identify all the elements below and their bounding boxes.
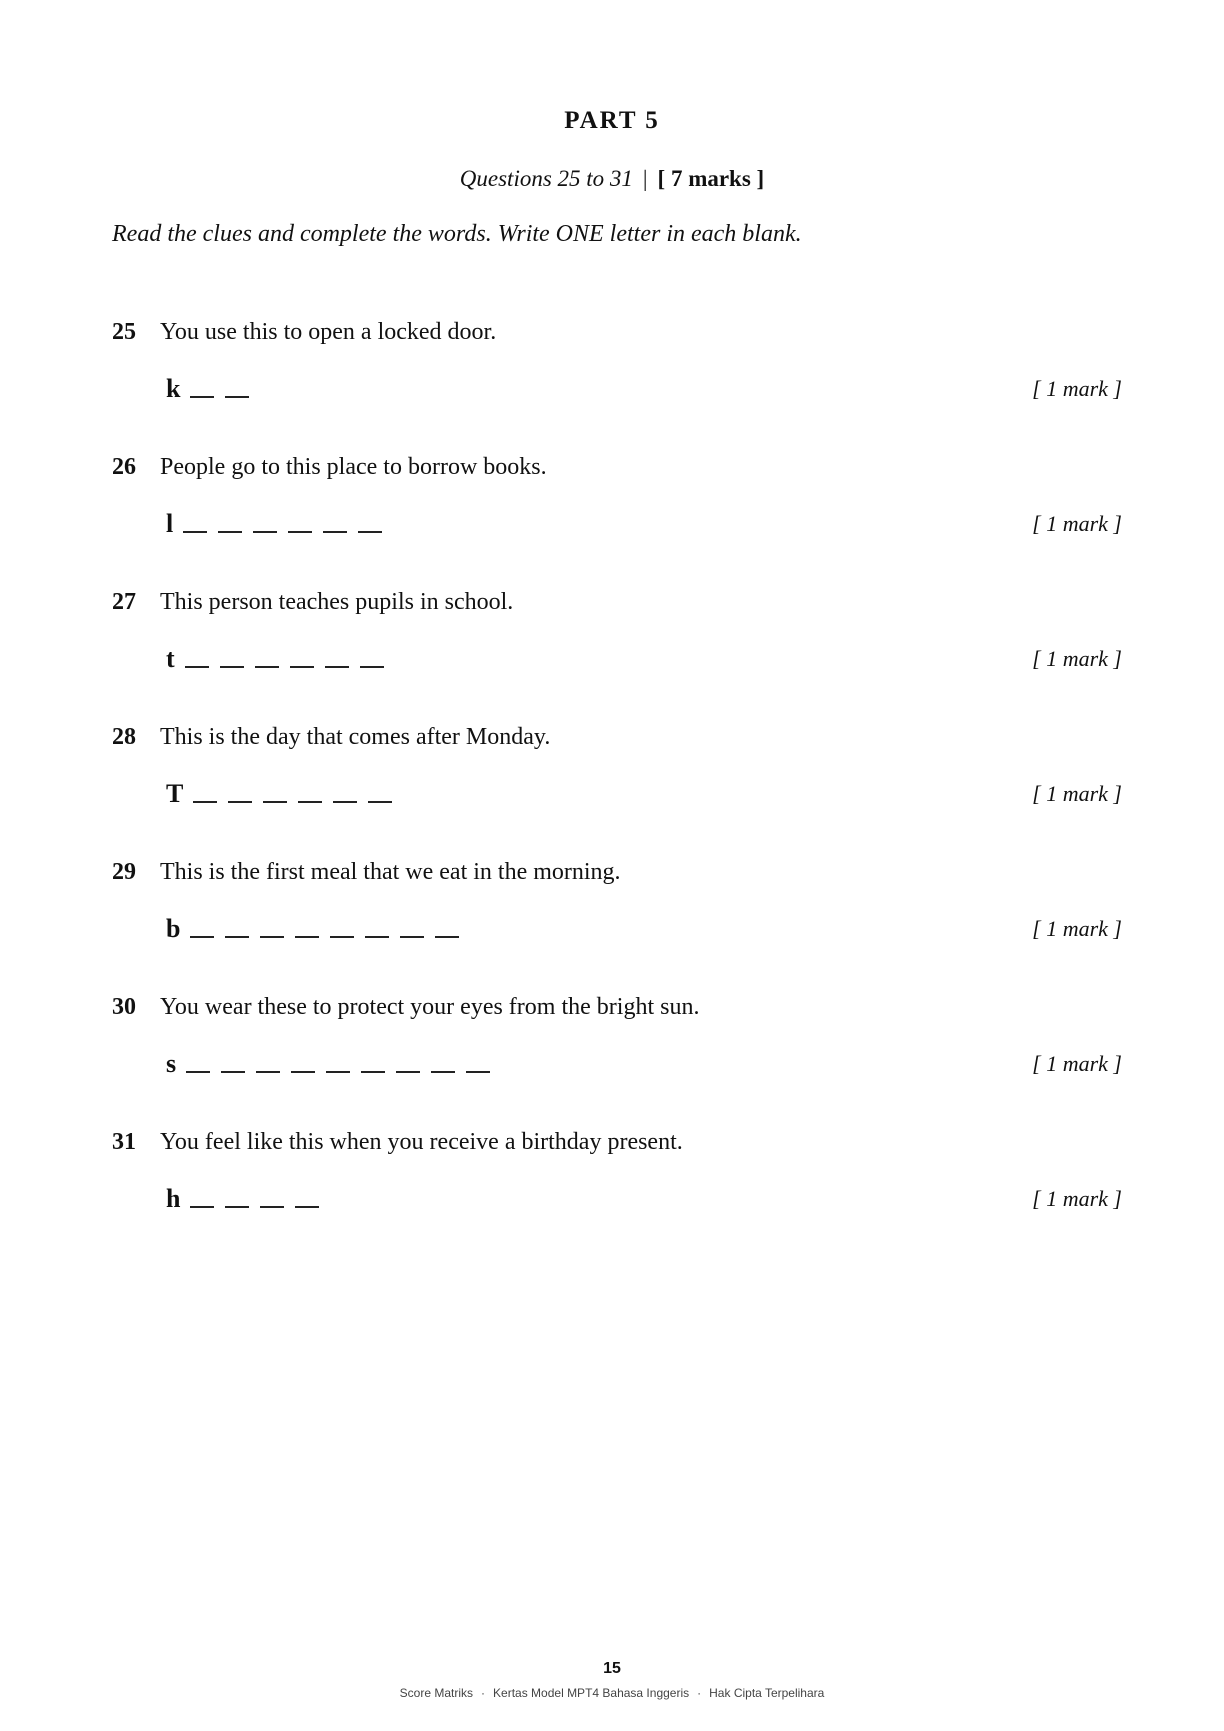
letter-blank[interactable] bbox=[396, 1071, 420, 1073]
question-26 bbox=[112, 455, 1122, 575]
letter-blank[interactable] bbox=[400, 936, 424, 938]
answer-blanks bbox=[190, 916, 459, 942]
question-clue: You wear these to protect your eyes from the bright sun. bbox=[160, 994, 700, 1020]
letter-blank[interactable] bbox=[298, 801, 322, 803]
question-number: 31 bbox=[112, 1129, 136, 1155]
question-mark: [ 1 mark ] bbox=[1032, 376, 1122, 401]
footer-publisher: Score Matriks bbox=[399, 1686, 474, 1700]
question-31 bbox=[112, 1130, 1122, 1250]
letter-blank[interactable] bbox=[225, 396, 249, 398]
question-30 bbox=[112, 995, 1122, 1115]
letter-blank[interactable] bbox=[326, 1071, 350, 1073]
questions-range: Questions 25 to 31 bbox=[459, 166, 633, 191]
answer-word bbox=[166, 511, 382, 537]
letter-blank[interactable] bbox=[253, 531, 277, 533]
letter-blank[interactable] bbox=[358, 531, 382, 533]
answer-first-letter: k bbox=[166, 374, 181, 403]
letter-blank[interactable] bbox=[186, 1071, 210, 1073]
question-clue-line bbox=[112, 320, 496, 344]
question-29 bbox=[112, 860, 1122, 980]
letter-blank[interactable] bbox=[190, 1206, 214, 1208]
letter-blank[interactable] bbox=[183, 531, 207, 533]
footer-dot: · bbox=[697, 1686, 702, 1700]
question-clue: You feel like this when you receive a birthday present. bbox=[160, 1129, 683, 1155]
footer-dot: · bbox=[481, 1686, 486, 1700]
answer-blanks bbox=[183, 511, 382, 537]
question-clue: This is the first meal that we eat in the morning. bbox=[160, 859, 621, 885]
question-number: 27 bbox=[112, 589, 136, 615]
letter-blank[interactable] bbox=[260, 936, 284, 938]
answer-first-letter: T bbox=[166, 779, 184, 808]
part-title: PART 5 bbox=[564, 107, 660, 134]
question-clue-line bbox=[112, 455, 547, 479]
letter-blank[interactable] bbox=[218, 531, 242, 533]
answer-first-letter: t bbox=[166, 644, 175, 673]
question-25 bbox=[112, 320, 1122, 440]
question-number: 26 bbox=[112, 454, 136, 480]
part-subtitle bbox=[0, 167, 1224, 190]
question-clue-line bbox=[112, 860, 621, 884]
letter-blank[interactable] bbox=[361, 1071, 385, 1073]
answer-blanks bbox=[193, 781, 392, 807]
subtitle-separator: | bbox=[642, 166, 648, 191]
letter-blank[interactable] bbox=[323, 531, 347, 533]
letter-blank[interactable] bbox=[295, 1206, 319, 1208]
total-marks: [ 7 marks ] bbox=[657, 166, 765, 191]
letter-blank[interactable] bbox=[368, 801, 392, 803]
question-clue-line bbox=[112, 725, 550, 749]
question-clue-line bbox=[112, 1130, 683, 1154]
answer-word bbox=[166, 781, 392, 807]
letter-blank[interactable] bbox=[185, 666, 209, 668]
letter-blank[interactable] bbox=[256, 1071, 280, 1073]
question-mark: [ 1 mark ] bbox=[1032, 916, 1122, 941]
letter-blank[interactable] bbox=[330, 936, 354, 938]
letter-blank[interactable] bbox=[291, 1071, 315, 1073]
question-clue-line bbox=[112, 590, 513, 614]
letter-blank[interactable] bbox=[221, 1071, 245, 1073]
letter-blank[interactable] bbox=[225, 1206, 249, 1208]
answer-word bbox=[166, 1186, 319, 1212]
letter-blank[interactable] bbox=[228, 801, 252, 803]
question-clue: People go to this place to borrow books. bbox=[160, 454, 547, 480]
letter-blank[interactable] bbox=[263, 801, 287, 803]
letter-blank[interactable] bbox=[220, 666, 244, 668]
letter-blank[interactable] bbox=[260, 1206, 284, 1208]
answer-first-letter: h bbox=[166, 1184, 181, 1213]
letter-blank[interactable] bbox=[360, 666, 384, 668]
footer-paper: Kertas Model MPT4 Bahasa Inggeris bbox=[493, 1686, 690, 1700]
question-clue: This person teaches pupils in school. bbox=[160, 589, 514, 615]
page-number: 15 bbox=[603, 1660, 621, 1677]
letter-blank[interactable] bbox=[288, 531, 312, 533]
question-mark: [ 1 mark ] bbox=[1032, 646, 1122, 671]
question-number: 30 bbox=[112, 994, 136, 1020]
answer-word bbox=[166, 1051, 490, 1077]
footer-copyright: Hak Cipta Terpelihara bbox=[709, 1686, 825, 1700]
question-mark: [ 1 mark ] bbox=[1032, 511, 1122, 536]
question-number: 28 bbox=[112, 724, 136, 750]
letter-blank[interactable] bbox=[435, 936, 459, 938]
answer-blanks bbox=[185, 646, 384, 672]
letter-blank[interactable] bbox=[333, 801, 357, 803]
instruction: Read the clues and complete the words. Write ONE letter in each blank. bbox=[112, 221, 802, 247]
answer-word bbox=[166, 646, 384, 672]
question-number: 29 bbox=[112, 859, 136, 885]
answer-first-letter: b bbox=[166, 914, 181, 943]
answer-word bbox=[166, 916, 459, 942]
letter-blank[interactable] bbox=[466, 1071, 490, 1073]
letter-blank[interactable] bbox=[295, 936, 319, 938]
question-clue-line bbox=[112, 995, 699, 1019]
question-number: 25 bbox=[112, 319, 136, 345]
letter-blank[interactable] bbox=[190, 396, 214, 398]
answer-word bbox=[166, 376, 249, 402]
letter-blank[interactable] bbox=[225, 936, 249, 938]
question-clue: You use this to open a locked door. bbox=[160, 319, 497, 345]
letter-blank[interactable] bbox=[290, 666, 314, 668]
question-28 bbox=[112, 725, 1122, 845]
letter-blank[interactable] bbox=[190, 936, 214, 938]
answer-first-letter: l bbox=[166, 509, 174, 538]
question-mark: [ 1 mark ] bbox=[1032, 1051, 1122, 1076]
answer-first-letter: s bbox=[166, 1049, 177, 1078]
answer-blanks bbox=[190, 376, 249, 402]
page-footer bbox=[0, 1687, 1224, 1699]
letter-blank[interactable] bbox=[193, 801, 217, 803]
letter-blank[interactable] bbox=[325, 666, 349, 668]
answer-blanks bbox=[186, 1051, 490, 1077]
question-27 bbox=[112, 590, 1122, 710]
question-clue: This is the day that comes after Monday. bbox=[160, 724, 551, 750]
letter-blank[interactable] bbox=[255, 666, 279, 668]
letter-blank[interactable] bbox=[365, 936, 389, 938]
answer-blanks bbox=[190, 1186, 319, 1212]
letter-blank[interactable] bbox=[431, 1071, 455, 1073]
question-mark: [ 1 mark ] bbox=[1032, 1186, 1122, 1211]
question-mark: [ 1 mark ] bbox=[1032, 781, 1122, 806]
